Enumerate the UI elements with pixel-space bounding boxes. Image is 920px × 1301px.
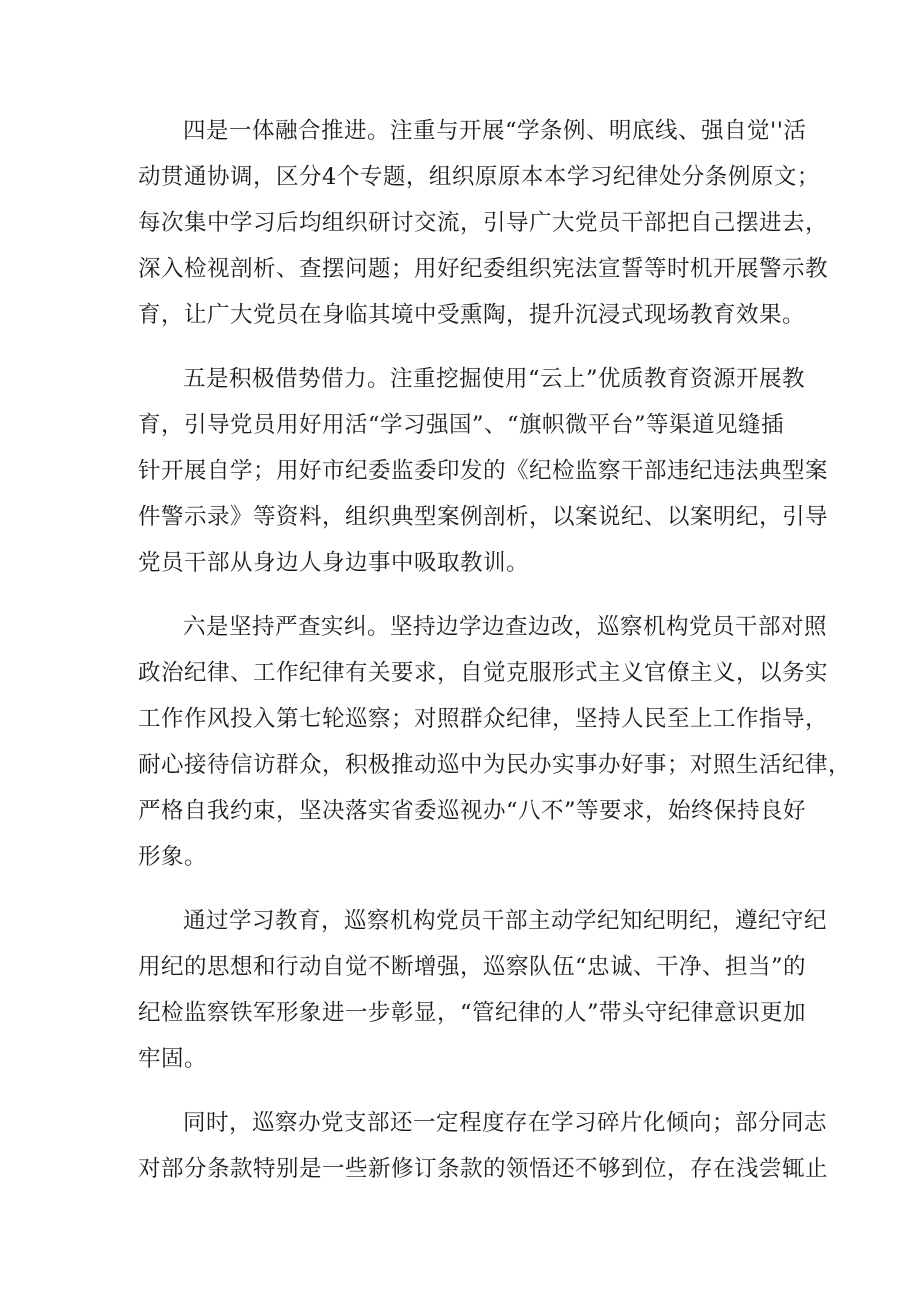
text-line: 针开展自学；用好市纪委监委印发的《纪检监察干部违纪违法典型案 [138, 458, 829, 484]
text-line: 六是坚持严查实纠。坚持边学边查边改，巡察机构党员干部对照 [183, 614, 828, 640]
paragraph-outcome [138, 898, 828, 1082]
text-line: 动贯通协调，区分4个专题，组织原原本本学习纪律处分条例原文； [138, 164, 820, 190]
text-line: 纪检监察铁军形象进一步彰显，“管纪律的人”带头守纪律意识更加 [138, 1000, 807, 1026]
text-line: 五是积极借势借力。注重挖掘使用“云上”优质教育资源开展教 [183, 366, 806, 392]
text-line: 通过学习教育，巡察机构党员干部主动学纪知纪明纪，遵纪守纪 [183, 908, 828, 934]
text-line: 工作作风投入第七轮巡察；对照群众纪律，坚持人民至上工作指导， [138, 706, 829, 732]
text-line: 育，引导党员用好用活“学习强国”、“旗帜微平台”等渠道见缝插 [138, 412, 785, 438]
text-line: 牢固。 [138, 1046, 208, 1072]
text-line: 育，让广大党员在身临其境中受熏陶，提升沉浸式现场教育效果。 [138, 302, 806, 328]
text-line: 同时，巡察办党支部还一定程度存在学习碎片化倾向；部分同志 [183, 1110, 828, 1136]
text-line: 党员干部从身边人身边事中吸取教训。 [138, 550, 530, 576]
text-line: 四是一体融合推进。注重与开展“学条例、明底线、强自觉''活 [183, 118, 807, 144]
text-line: 对部分条款特别是一些新修订条款的领悟还不够到位，存在浅尝辄止 [138, 1156, 829, 1182]
text-line: 深入检视剖析、查摆问题；用好纪委组织宪法宣誓等时机开展警示教 [138, 256, 829, 282]
text-line: 用纪的思想和行动自觉不断增强，巡察队伍“忠诚、干净、担当”的 [138, 954, 807, 980]
text-line: 形象。 [138, 844, 208, 870]
paragraph-shortcomings [138, 1100, 829, 1192]
document-body [138, 108, 852, 1192]
text-line: 每次集中学习后均组织研讨交流，引导广大党员干部把自己摆进去， [138, 210, 829, 236]
paragraph-integration [138, 108, 829, 338]
paragraph-leverage [138, 356, 829, 586]
paragraph-strict-inspection [138, 604, 852, 880]
text-line: 件警示录》等资料，组织典型案例剖析，以案说纪、以案明纪，引导 [138, 504, 829, 530]
text-line: 政治纪律、工作纪律有关要求，自觉克服形式主义官僚主义，以务实 [138, 660, 829, 686]
text-line: 耐心接待信访群众，积极推动巡中为民办实事办好事；对照生活纪律， [138, 752, 852, 778]
text-line: 严格自我约束，坚决落实省委巡视办“八不”等要求，始终保持良好 [138, 798, 807, 824]
